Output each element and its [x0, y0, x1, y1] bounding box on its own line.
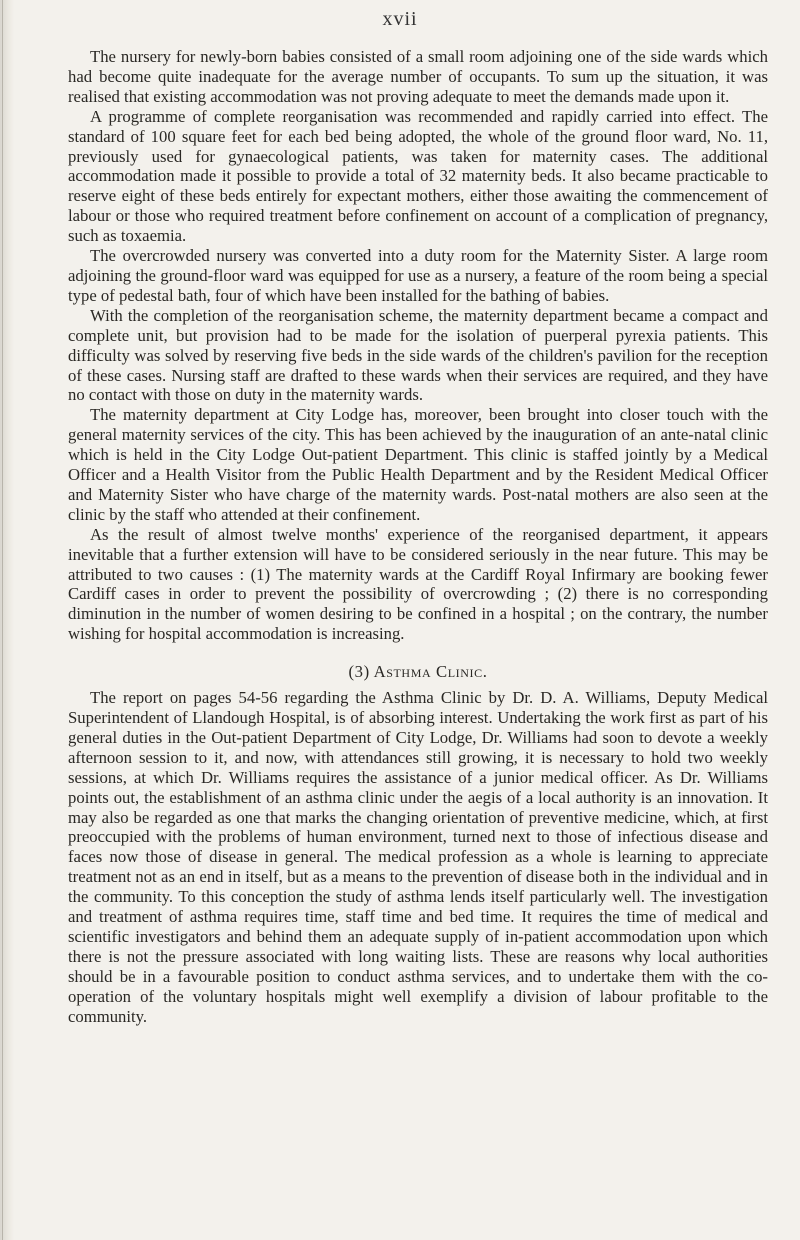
- paragraph-duty-room: The overcrowded nursery was converted into a duty room for the Maternity Sister. A large room adjoining the ground-floor ward was equipped for use as a nursery, a feature of the room being a special type of pedestal bath, four of which have been installed for the bathing of babies.: [68, 246, 768, 305]
- paragraph-isolation: With the completion of the reorganisation scheme, the maternity department became a compact and complete unit, but provision had to be made for the isolation of puerperal pyrexia patients. This difficulty was solved by reserving five beds in the side wards of the children's pavilion for the reception of these cases. Nursing staff are drafted to these wards when their services are required, and they have no contact with those on duty in the maternity wards.: [68, 305, 768, 405]
- section-heading-asthma-clinic: (3) Asthma Clinic.: [348, 662, 488, 682]
- page-binding-line: [2, 0, 3, 1240]
- paragraph-asthma-clinic: The report on pages 54-56 regarding the Asthma Clinic by Dr. D. A. Williams, Deputy Medical Superintendent of Llandough Hospital, is of absorbing interest. Undertaking the work first as part of his general duties in the Out-patient Department of City Lodge, Dr. Williams had soon to devote a weekly afternoon session to it, and now, with attendances still growing, it is necessary to hold two weekly sessions, at which Dr. Williams requires the assistance of a junior medical officer. As Dr. Williams points out, the establishment of an asthma clinic under the aegis of a local authority is an innovation. It may also be regarded as one that marks the changing orientation of preventive medicine, which, at first preoccupied with the problems of human environment, turned next to those of infectious disease and faces now those of disease in general. The medical profession as a whole is learning to appreciate treatment not as an end in itself, but as a means to the prevention of disease both in the individual and in the community. To this conception the study of asthma lends itself particularly well. The investigation and treatment of asthma requires time, staff time and bed time. It requires the time of medical and scientific investigators and behind them an adequate supply of in-patient accommodation upon which there is not the pressure associated with long waiting lists. These are reasons why local authorities should be in a favourable position to conduct asthma services, and to undertake them with the co-operation of the voluntary hospitals might well exemplify a division of labour profitable to the community.: [68, 688, 768, 1026]
- paragraph-reorganisation: A programme of complete reorganisation was recommended and rapidly carried into effect. The standard of 100 square feet for each bed being adopted, the whole of the ground floor ward, No. 11, previously used for gynaecological patients, was taken for maternity cases. The additional accommodation made it possible to provide a total of 32 maternity beds. It also became practicable to reserve eight of these beds entirely for expectant mothers, either those awaiting the commencement of labour or those who required treatment before confinement on account of a complication of pregnancy, such as toxaemia.: [68, 106, 768, 246]
- paragraph-further-extension: As the result of almost twelve months' experience of the reorganised department, it appears inevitable that a further extension will have to be considered seriously in the near future. This may be attributed to two causes : (1) The maternity wards at the Cardiff Royal Infirmary are booking fewer Cardiff cases in order to prevent the possibility of overcrowding ; (2) there is no corresponding diminution in the number of women desiring to be confined in a hospital ; on the contrary, the number wishing for hospital accommodation is increasing.: [68, 524, 768, 644]
- paragraph-nursery: The nursery for newly-born babies consisted of a small room adjoining one of the side wards which had become quite inadequate for the average number of occupants. To sum up the situation, it was realised that existing accommodation was not proving adequate to meet the demands made upon it.: [68, 47, 768, 106]
- page-number: xvii: [382, 8, 418, 30]
- body-text: [68, 47, 768, 1027]
- paragraph-ante-natal-clinic: The maternity department at City Lodge has, moreover, been brought into closer touch with the general maternity services of the city. This has been achieved by the inauguration of an ante-natal clinic which is held in the City Lodge Out-patient Department. This clinic is staffed jointly by a Medical Officer and a Health Visitor from the Public Health Department and by the Resident Medical Officer and Maternity Sister who have charge of the maternity wards. Post-natal mothers are also seen at the clinic by the staff who attended at their confinement.: [68, 405, 768, 524]
